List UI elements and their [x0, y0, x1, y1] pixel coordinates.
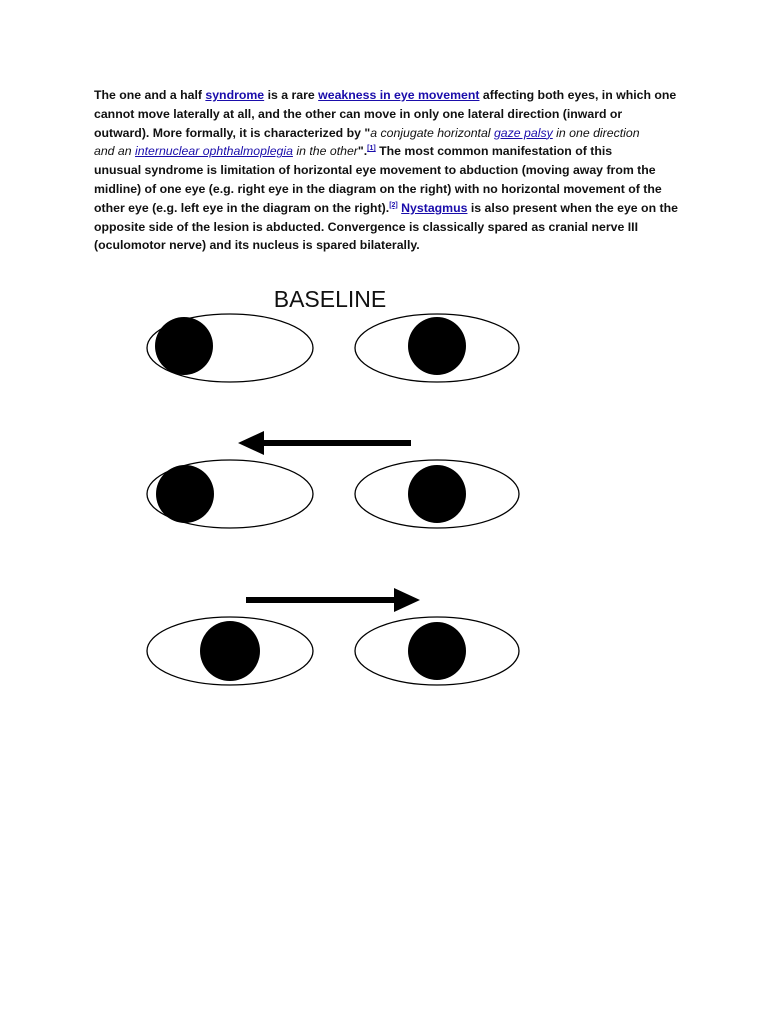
reference-link-2[interactable]: [2] [389, 201, 398, 209]
diagram-title: BASELINE [273, 286, 387, 312]
right-eye-pupil [408, 622, 466, 680]
text-run: is a rare [264, 88, 319, 102]
text-run: a conjugate horizontal [370, 125, 494, 140]
text-run: in the other [292, 144, 358, 159]
diagram-row-gaze-left [147, 431, 519, 528]
text-run: is also present when the eye on the [467, 200, 678, 215]
text-run: opposite side of the lesion is abducted. Convergence is classically spared as cranial nerve III [94, 219, 638, 234]
left-eye-pupil [155, 317, 213, 375]
text-run: unusual syndrome is limitation of horizontal eye movement to abduction (moving away from the [94, 163, 656, 178]
link-weakness-in-eye-movement[interactable]: weakness in eye movement [318, 88, 480, 102]
right-eye-pupil [408, 317, 466, 375]
diagram-row-gaze-right [147, 588, 519, 685]
text-run: midline) of one eye (e.g. right eye in the diagram on the right) with no horizontal movement of the [94, 181, 662, 196]
text-run: other eye (e.g. left eye in the diagram on the right). [94, 200, 390, 215]
text-run: and an [94, 144, 136, 159]
diagram-row-baseline [147, 314, 519, 382]
reference-link-1[interactable]: [1] [367, 145, 376, 153]
text-run: in one direction [552, 125, 640, 140]
link-syndrome[interactable]: syndrome [205, 88, 265, 102]
link-nystagmus[interactable]: Nystagmus [401, 200, 468, 215]
left-eye-pupil [156, 465, 214, 523]
link-internuclear-ophthalmoplegia[interactable]: internuclear ophthalmoplegia [135, 144, 293, 159]
text-run: cannot move laterally at all, and the other can move in only one lateral direction (inward or [94, 106, 623, 121]
text-run: affecting both eyes, in which one [479, 88, 677, 102]
text-run: The most common manifestation of this [375, 144, 613, 159]
text-run: outward). More formally, it is characterized by " [94, 125, 371, 140]
text-run: The one and a half [94, 88, 206, 102]
arrow-left-icon [238, 431, 264, 455]
text-run: ". [357, 144, 368, 159]
left-eye-pupil [200, 621, 260, 681]
link-gaze-palsy[interactable]: gaze palsy [493, 125, 553, 140]
arrow-right-icon [394, 588, 420, 612]
text-run: (oculomotor nerve) and its nucleus is spared bilaterally. [94, 238, 420, 253]
right-eye-pupil [408, 465, 466, 523]
